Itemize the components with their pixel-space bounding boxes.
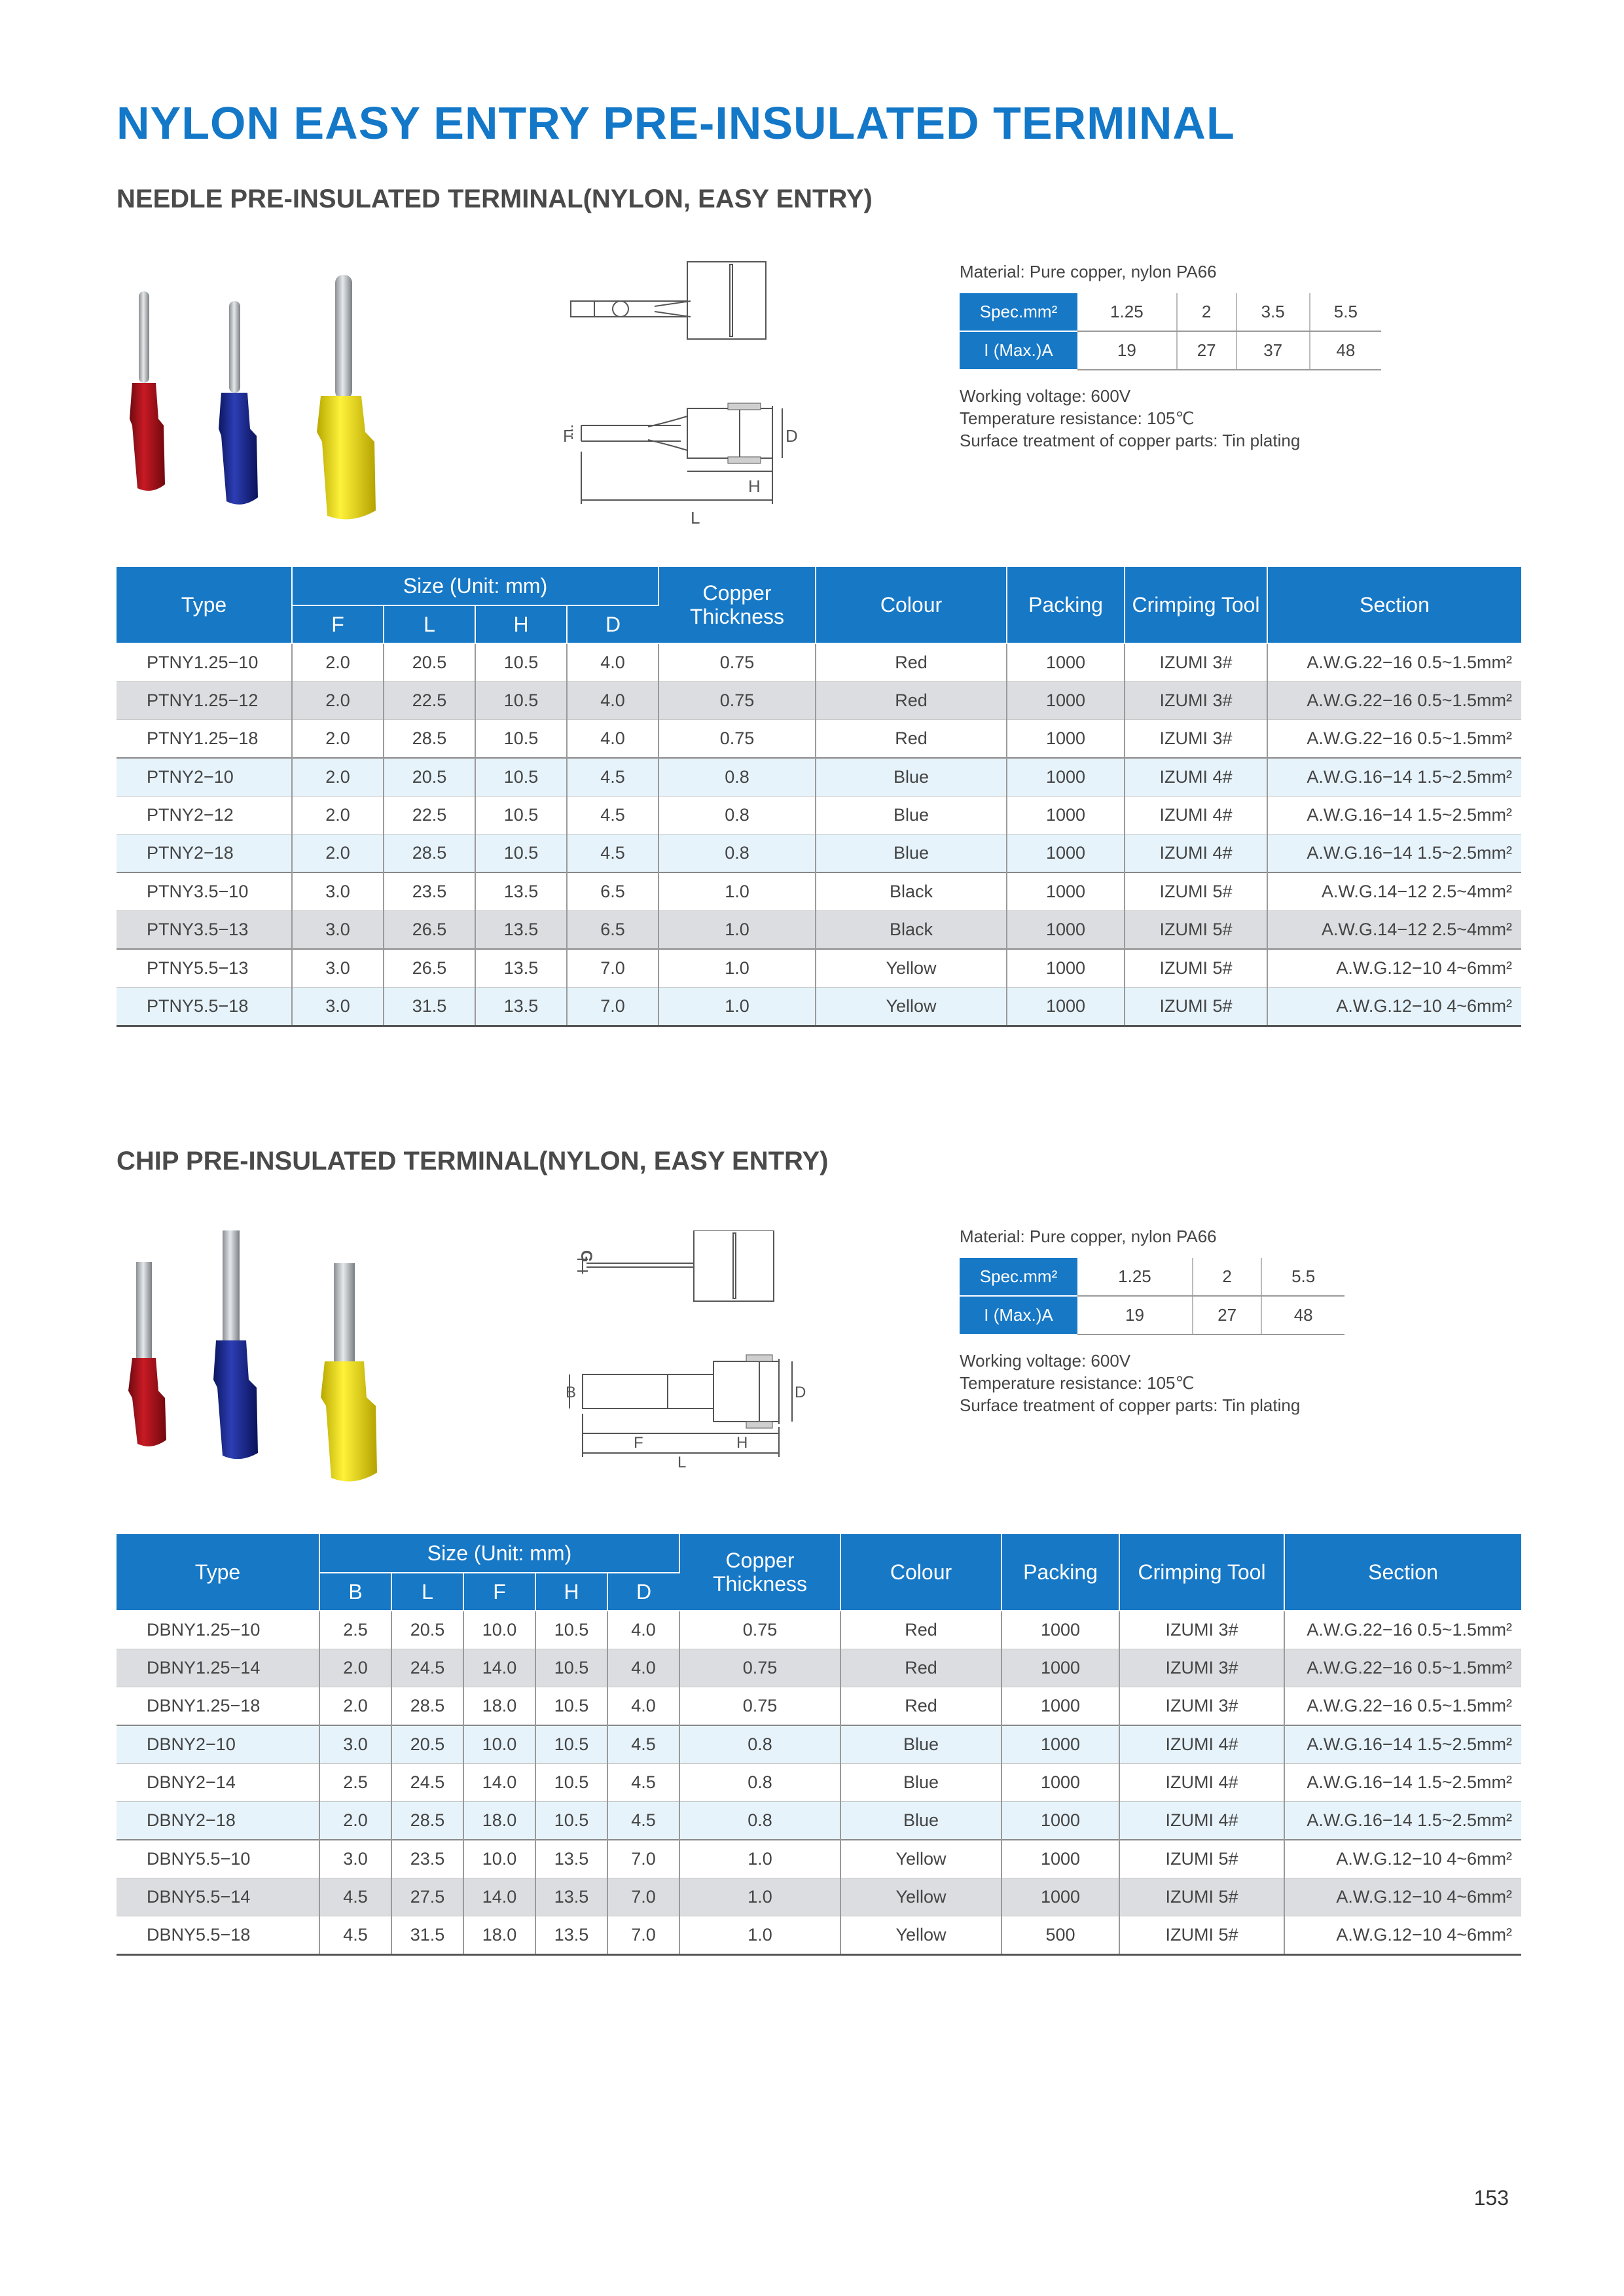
table-cell: Red — [840, 1611, 1001, 1649]
table-cell: 14.0 — [463, 1878, 535, 1916]
table-cell: 26.5 — [384, 949, 475, 988]
needle-spec-block — [960, 260, 1381, 452]
table-cell: Yellow — [816, 988, 1007, 1026]
table-cell: 10.5 — [535, 1611, 607, 1649]
table-cell: A.W.G.12−10 4~6mm² — [1336, 1849, 1513, 1869]
dim-label-d: D — [785, 426, 798, 446]
table-cell: 1.0 — [659, 988, 816, 1026]
dim-label-f: F — [634, 1434, 643, 1452]
table-cell: IZUMI 5# — [1125, 911, 1267, 950]
table-cell: 1.0 — [659, 872, 816, 911]
table-cell: 4.5 — [607, 1764, 679, 1802]
table-cell: 7.0 — [607, 1878, 679, 1916]
table-cell: 3.0 — [319, 1725, 391, 1764]
table-row — [117, 1916, 1521, 1955]
cell-type: DBNY1.25−18 — [117, 1687, 319, 1726]
table-cell: 2.0 — [292, 834, 384, 873]
table-row — [117, 1878, 1521, 1916]
table-cell: 4.5 — [567, 834, 659, 873]
table-cell: 4.0 — [607, 1687, 679, 1726]
cell-type: PTNY3.5−10 — [117, 872, 292, 911]
table-cell: IZUMI 5# — [1125, 949, 1267, 988]
chip-section-title: CHIP PRE-INSULATED TERMINAL(NYLON, EASY ENTRY) — [117, 1147, 829, 1175]
table-cell: Black — [816, 911, 1007, 950]
table-cell: 3.0 — [292, 949, 384, 988]
table-cell: A.W.G.16−14 1.5~2.5mm² — [1267, 834, 1521, 873]
current-label: I (Max.)A — [960, 1296, 1077, 1335]
table-cell: 2.5 — [319, 1764, 391, 1802]
table-cell: A.W.G.16−14 1.5~2.5mm² — [1267, 758, 1521, 797]
table-cell: 1.0 — [659, 911, 816, 950]
table-cell: 0.8 — [659, 834, 816, 873]
table-row — [117, 682, 1521, 720]
header-l: L — [384, 605, 475, 643]
cell-type: DBNY2−18 — [117, 1802, 319, 1840]
yellow-needle-terminal — [317, 275, 376, 519]
cell-type: PTNY2−18 — [117, 834, 292, 873]
table-cell: A.W.G.16−14 1.5~2.5mm² — [1307, 1772, 1513, 1792]
table-cell: 7.0 — [607, 1840, 679, 1878]
table-cell: 4.0 — [607, 1611, 679, 1649]
table-cell: IZUMI 3# — [1119, 1611, 1284, 1649]
table-cell: 1000 — [1007, 720, 1125, 759]
header-colour: Colour — [840, 1534, 1001, 1611]
table-cell: 28.5 — [384, 834, 475, 873]
table-row — [117, 720, 1521, 759]
table-cell: A.W.G.22−16 0.5~1.5mm² — [1307, 728, 1513, 748]
header-colour: Colour — [816, 567, 1007, 643]
cell-type: DBNY1.25−10 — [117, 1611, 319, 1649]
table-cell: 0.8 — [679, 1725, 840, 1764]
table-cell: 2.0 — [292, 758, 384, 797]
table-cell: 3.0 — [292, 911, 384, 950]
table-row — [117, 643, 1521, 682]
current-value: 19 — [1077, 331, 1177, 370]
table-cell: Blue — [840, 1802, 1001, 1840]
table-cell: 10.5 — [475, 682, 567, 720]
table-row — [117, 911, 1521, 950]
table-cell: 10.0 — [463, 1840, 535, 1878]
table-row — [117, 988, 1521, 1026]
table-cell: 18.0 — [463, 1802, 535, 1840]
table-cell: 26.5 — [384, 911, 475, 950]
chip-material: Material: Pure copper, nylon PA66 — [960, 1227, 1217, 1246]
table-cell: 31.5 — [384, 988, 475, 1026]
table-cell: 4.0 — [607, 1649, 679, 1687]
table-cell: 1000 — [1007, 872, 1125, 911]
table-cell: 14.0 — [463, 1649, 535, 1687]
table-cell: 23.5 — [391, 1840, 463, 1878]
table-cell: 2.0 — [292, 720, 384, 759]
table-cell: 31.5 — [391, 1916, 463, 1955]
table-cell: 3.0 — [292, 872, 384, 911]
chip-note-temperature: Temperature resistance: 105℃ — [960, 1373, 1195, 1393]
table-cell: 0.75 — [679, 1611, 840, 1649]
table-cell: 22.5 — [384, 682, 475, 720]
table-cell: Blue — [816, 758, 1007, 797]
cell-type: PTNY5.5−18 — [117, 988, 292, 1026]
header-b: B — [319, 1573, 391, 1611]
table-cell: 1000 — [1001, 1840, 1119, 1878]
table-cell: 6.5 — [567, 872, 659, 911]
table-cell: A.W.G.14−12 2.5~4mm² — [1321, 882, 1513, 901]
table-cell: 1000 — [1007, 643, 1125, 682]
table-cell: 3.0 — [319, 1840, 391, 1878]
table-cell: 6.5 — [567, 911, 659, 950]
table-row — [117, 1725, 1521, 1764]
table-cell: 0.8 — [679, 1802, 840, 1840]
dim-label-h: H — [736, 1434, 748, 1452]
table-cell: 1000 — [1001, 1725, 1119, 1764]
table-cell: 28.5 — [391, 1802, 463, 1840]
table-cell: 0.75 — [659, 682, 816, 720]
table-cell: Red — [816, 643, 1007, 682]
chip-data-table — [117, 1534, 1521, 1956]
table-cell: A.W.G.16−14 1.5~2.5mm² — [1284, 1802, 1521, 1840]
table-row — [117, 872, 1521, 911]
table-cell: 1.0 — [659, 949, 816, 988]
spec-value: 3.5 — [1236, 293, 1310, 331]
table-cell: 1.0 — [679, 1878, 840, 1916]
table-cell: 500 — [1001, 1916, 1119, 1955]
table-cell: A.W.G.12−10 4~6mm² — [1336, 1925, 1513, 1945]
spec-label: Spec.mm² — [960, 293, 1077, 331]
cell-type: PTNY1.25−18 — [117, 720, 292, 759]
table-cell: 13.5 — [535, 1916, 607, 1955]
header-l: L — [391, 1573, 463, 1611]
table-cell: 18.0 — [463, 1687, 535, 1726]
table-cell: 13.5 — [475, 911, 567, 950]
table-cell: 4.5 — [567, 758, 659, 797]
table-cell: 1.0 — [679, 1840, 840, 1878]
red-chip-terminal — [128, 1262, 166, 1446]
dim-label-f: F — [563, 426, 573, 446]
table-cell: 2.0 — [319, 1649, 391, 1687]
table-cell: Red — [816, 720, 1007, 759]
table-cell: 3.0 — [292, 988, 384, 1026]
table-cell: 13.5 — [475, 872, 567, 911]
page-number: 153 — [1473, 2186, 1509, 2210]
table-cell: 4.5 — [607, 1802, 679, 1840]
table-cell: 10.5 — [475, 834, 567, 873]
table-cell: 13.5 — [475, 988, 567, 1026]
current-value: 27 — [1177, 331, 1236, 370]
header-d: D — [607, 1573, 679, 1611]
table-cell: 4.0 — [567, 720, 659, 759]
table-cell: 10.5 — [535, 1764, 607, 1802]
table-cell: 0.75 — [679, 1687, 840, 1726]
cell-type: PTNY2−12 — [117, 797, 292, 834]
header-crimping-tool: Crimping Tool — [1119, 1534, 1284, 1611]
table-cell: 4.5 — [607, 1725, 679, 1764]
table-cell: 0.75 — [659, 643, 816, 682]
header-d: D — [567, 605, 659, 643]
table-cell: 1000 — [1001, 1611, 1119, 1649]
spec-value: 1.25 — [1077, 293, 1177, 331]
table-cell: 20.5 — [391, 1611, 463, 1649]
table-cell: IZUMI 5# — [1119, 1878, 1284, 1916]
table-cell: 28.5 — [391, 1687, 463, 1726]
spec-value: 2 — [1193, 1258, 1261, 1296]
current-value: 27 — [1193, 1296, 1261, 1335]
table-cell: 10.0 — [463, 1611, 535, 1649]
spec-value: 5.5 — [1261, 1258, 1344, 1296]
table-cell: 2.5 — [319, 1611, 391, 1649]
table-cell: 2.0 — [292, 643, 384, 682]
header-h: H — [475, 605, 567, 643]
chip-terminals-photo — [118, 1230, 406, 1492]
table-cell: A.W.G.22−16 0.5~1.5mm² — [1307, 653, 1513, 672]
red-needle-terminal — [130, 291, 165, 491]
table-cell: 27.5 — [391, 1878, 463, 1916]
table-cell: 1000 — [1007, 682, 1125, 720]
table-cell: 0.8 — [659, 758, 816, 797]
table-cell: 10.5 — [475, 758, 567, 797]
table-row — [117, 1649, 1521, 1687]
table-cell: IZUMI 3# — [1119, 1687, 1284, 1726]
table-cell: 1.0 — [679, 1916, 840, 1955]
table-cell: 2.0 — [292, 682, 384, 720]
needle-data-table — [117, 567, 1521, 1027]
header-type: Type — [117, 567, 292, 643]
needle-note-voltage: Working voltage: 600V — [960, 386, 1131, 406]
page-title: NYLON EASY ENTRY PRE-INSULATED TERMINAL — [117, 98, 1235, 149]
table-row — [117, 949, 1521, 988]
table-cell: IZUMI 5# — [1119, 1916, 1284, 1955]
header-f: F — [292, 605, 384, 643]
needle-terminals-photo — [118, 262, 406, 524]
table-row — [117, 1840, 1521, 1878]
table-cell: 13.5 — [475, 949, 567, 988]
table-cell: 4.0 — [567, 643, 659, 682]
table-cell: 0.8 — [659, 797, 816, 834]
dim-label-l: L — [691, 508, 700, 528]
table-cell: IZUMI 4# — [1119, 1764, 1284, 1802]
table-cell: IZUMI 3# — [1125, 643, 1267, 682]
chip-terminal-drawing — [537, 1230, 825, 1492]
table-cell: 1000 — [1007, 911, 1125, 950]
table-row — [117, 1764, 1521, 1802]
dim-label-b: B — [566, 1384, 577, 1401]
table-cell: 0.8 — [679, 1764, 840, 1802]
table-cell: Blue — [840, 1725, 1001, 1764]
table-cell: Black — [816, 872, 1007, 911]
table-cell: A.W.G.22−16 0.5~1.5mm² — [1307, 1696, 1513, 1715]
current-label: I (Max.)A — [960, 331, 1077, 370]
table-cell: 2.0 — [319, 1687, 391, 1726]
spec-value: 2 — [1177, 293, 1236, 331]
table-cell: Yellow — [840, 1916, 1001, 1955]
table-cell: 13.5 — [535, 1878, 607, 1916]
chip-note-surface: Surface treatment of copper parts: Tin plating — [960, 1395, 1301, 1415]
table-cell: 10.5 — [475, 720, 567, 759]
header-section: Section — [1267, 567, 1521, 643]
table-cell: 1000 — [1007, 949, 1125, 988]
table-cell: 4.5 — [319, 1878, 391, 1916]
table-cell: 13.5 — [535, 1840, 607, 1878]
table-cell: A.W.G.14−12 2.5~4mm² — [1267, 911, 1521, 950]
dim-label-h: H — [748, 476, 761, 496]
table-cell: Red — [840, 1649, 1001, 1687]
spec-value: 1.25 — [1077, 1258, 1193, 1296]
table-cell: 0.75 — [659, 720, 816, 759]
chip-note-voltage: Working voltage: 600V — [960, 1351, 1131, 1371]
current-value: 37 — [1236, 331, 1310, 370]
table-cell: 7.0 — [567, 988, 659, 1026]
table-cell: IZUMI 4# — [1119, 1725, 1284, 1764]
table-cell: A.W.G.12−10 4~6mm² — [1267, 988, 1521, 1026]
cell-type: DBNY5.5−10 — [117, 1840, 319, 1878]
current-value: 48 — [1310, 331, 1381, 370]
needle-note-surface: Surface treatment of copper parts: Tin plating — [960, 431, 1301, 450]
table-cell: Yellow — [840, 1840, 1001, 1878]
table-cell: 10.0 — [463, 1725, 535, 1764]
table-cell: IZUMI 5# — [1125, 872, 1267, 911]
table-cell: IZUMI 5# — [1119, 1840, 1284, 1878]
table-cell: IZUMI 5# — [1125, 988, 1267, 1026]
table-cell: 4.0 — [567, 682, 659, 720]
cell-type: PTNY3.5−13 — [117, 911, 292, 950]
needle-spec-table — [960, 293, 1381, 370]
spec-label: Spec.mm² — [960, 1258, 1077, 1296]
header-f: F — [463, 1573, 535, 1611]
header-size: Size (Unit: mm) — [292, 567, 659, 605]
table-cell: A.W.G.16−14 1.5~2.5mm² — [1284, 1725, 1521, 1764]
table-row — [117, 1802, 1521, 1840]
table-cell: Red — [816, 682, 1007, 720]
table-cell: 1000 — [1007, 797, 1125, 834]
header-section: Section — [1284, 1534, 1521, 1611]
table-cell: 20.5 — [384, 758, 475, 797]
table-cell: Blue — [840, 1764, 1001, 1802]
table-row — [117, 1611, 1521, 1649]
cell-type: PTNY2−10 — [117, 758, 292, 797]
spec-value: 5.5 — [1310, 293, 1381, 331]
table-cell: 10.5 — [535, 1802, 607, 1840]
dim-label-g: G — [577, 1250, 595, 1263]
table-cell: IZUMI 4# — [1125, 834, 1267, 873]
needle-note-temperature: Temperature resistance: 105℃ — [960, 408, 1195, 428]
header-copper-thickness: Copper Thickness — [679, 1534, 840, 1611]
table-cell: Yellow — [840, 1878, 1001, 1916]
table-cell: 2.0 — [319, 1802, 391, 1840]
header-h: H — [535, 1573, 607, 1611]
table-row — [117, 834, 1521, 873]
table-cell: 23.5 — [384, 872, 475, 911]
current-value: 19 — [1077, 1296, 1193, 1335]
cell-type: PTNY1.25−12 — [117, 682, 292, 720]
table-cell: 18.0 — [463, 1916, 535, 1955]
table-cell: A.W.G.12−10 4~6mm² — [1336, 958, 1513, 978]
table-cell: 22.5 — [384, 797, 475, 834]
header-packing: Packing — [1001, 1534, 1119, 1611]
chip-spec-table — [960, 1258, 1344, 1335]
blue-needle-terminal — [219, 301, 258, 505]
current-value: 48 — [1261, 1296, 1344, 1335]
cell-type: DBNY2−14 — [117, 1764, 319, 1802]
table-cell: 4.5 — [319, 1916, 391, 1955]
table-cell: IZUMI 4# — [1125, 797, 1267, 834]
table-row — [117, 758, 1521, 797]
table-cell: 1000 — [1001, 1802, 1119, 1840]
table-cell: 2.0 — [292, 797, 384, 834]
header-type: Type — [117, 1534, 319, 1611]
table-cell: 1000 — [1001, 1687, 1119, 1726]
table-cell: 20.5 — [384, 643, 475, 682]
table-row — [117, 797, 1521, 834]
yellow-chip-terminal — [321, 1263, 377, 1481]
header-packing: Packing — [1007, 567, 1125, 643]
table-cell: 10.5 — [535, 1649, 607, 1687]
table-cell: IZUMI 4# — [1119, 1802, 1284, 1840]
table-cell: Yellow — [816, 949, 1007, 988]
table-cell: IZUMI 4# — [1125, 758, 1267, 797]
table-cell: 1000 — [1001, 1878, 1119, 1916]
table-cell: IZUMI 3# — [1119, 1649, 1284, 1687]
table-cell: Blue — [816, 834, 1007, 873]
table-cell: 20.5 — [391, 1725, 463, 1764]
cell-type: PTNY5.5−13 — [117, 949, 292, 988]
table-cell: Blue — [816, 797, 1007, 834]
header-copper-thickness: Copper Thickness — [659, 567, 816, 643]
chip-spec-block — [960, 1225, 1344, 1416]
header-size: Size (Unit: mm) — [319, 1534, 679, 1573]
needle-material: Material: Pure copper, nylon PA66 — [960, 262, 1217, 281]
table-cell: 10.5 — [535, 1687, 607, 1726]
cell-type: DBNY2−10 — [117, 1725, 319, 1764]
table-cell: A.W.G.22−16 0.5~1.5mm² — [1284, 1649, 1521, 1687]
table-cell: 10.5 — [475, 643, 567, 682]
cell-type: PTNY1.25−10 — [117, 643, 292, 682]
table-cell: 7.0 — [607, 1916, 679, 1955]
table-cell: 4.5 — [567, 797, 659, 834]
table-cell: 1000 — [1007, 834, 1125, 873]
dim-label-d: D — [795, 1384, 806, 1401]
cell-type: DBNY1.25−14 — [117, 1649, 319, 1687]
table-cell: A.W.G.16−14 1.5~2.5mm² — [1307, 805, 1513, 825]
table-cell: IZUMI 3# — [1125, 682, 1267, 720]
table-cell: 1000 — [1007, 988, 1125, 1026]
blue-chip-terminal — [213, 1230, 258, 1459]
table-cell: 1000 — [1001, 1649, 1119, 1687]
table-cell: 24.5 — [391, 1649, 463, 1687]
needle-section-title: NEEDLE PRE-INSULATED TERMINAL(NYLON, EASY ENTRY) — [117, 185, 873, 213]
table-cell: 10.5 — [535, 1725, 607, 1764]
dim-label-l: L — [677, 1454, 687, 1471]
table-cell: A.W.G.22−16 0.5~1.5mm² — [1267, 682, 1521, 720]
table-cell: 7.0 — [567, 949, 659, 988]
table-cell: 24.5 — [391, 1764, 463, 1802]
table-cell: 1000 — [1007, 758, 1125, 797]
table-cell: 0.75 — [679, 1649, 840, 1687]
table-cell: A.W.G.12−10 4~6mm² — [1284, 1878, 1521, 1916]
table-cell: 1000 — [1001, 1764, 1119, 1802]
table-cell: A.W.G.22−16 0.5~1.5mm² — [1307, 1620, 1513, 1640]
table-cell: 14.0 — [463, 1764, 535, 1802]
header-crimping-tool: Crimping Tool — [1125, 567, 1267, 643]
needle-terminal-drawing — [563, 255, 844, 543]
table-cell: 28.5 — [384, 720, 475, 759]
cell-type: DBNY5.5−14 — [117, 1878, 319, 1916]
table-row — [117, 1687, 1521, 1726]
table-cell: IZUMI 3# — [1125, 720, 1267, 759]
table-cell: Red — [840, 1687, 1001, 1726]
table-cell: 10.5 — [475, 797, 567, 834]
cell-type: DBNY5.5−18 — [117, 1916, 319, 1955]
